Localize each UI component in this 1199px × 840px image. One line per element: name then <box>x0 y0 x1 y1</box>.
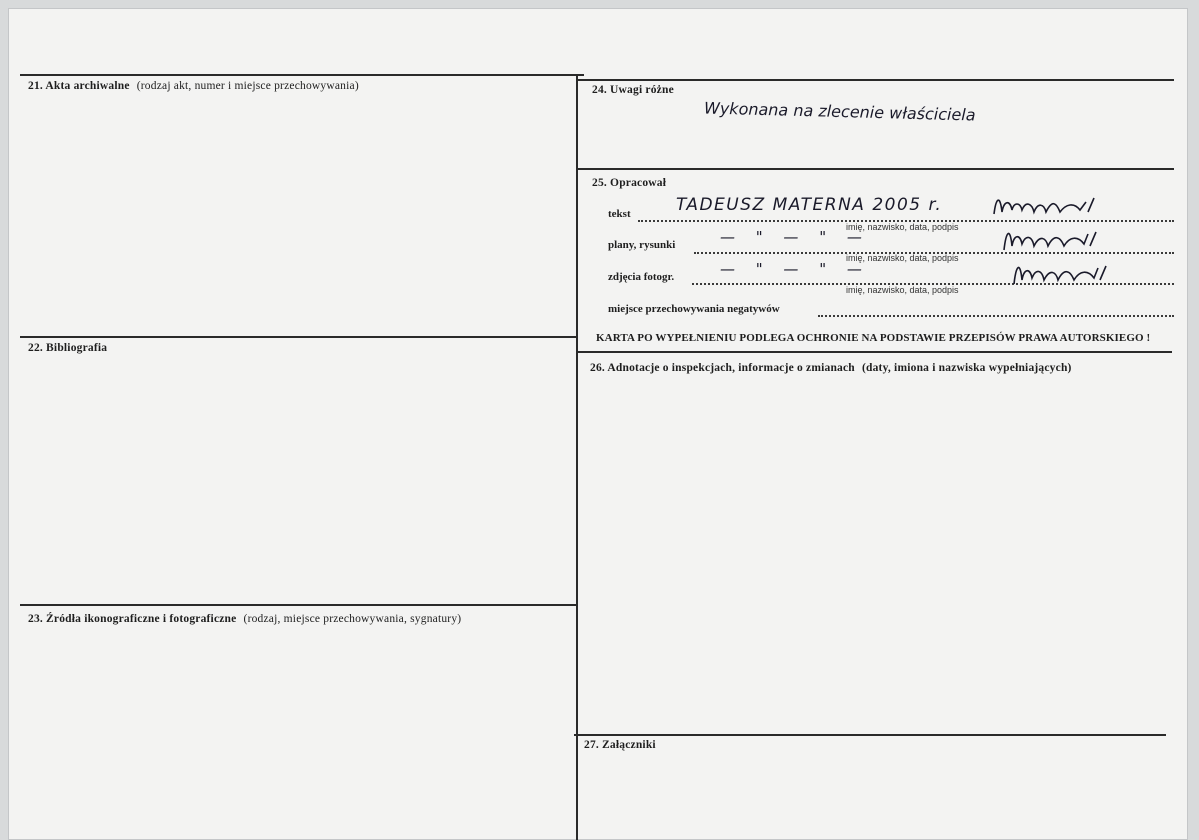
field-plany-caption: imię, nazwisko, data, podpis <box>846 253 959 263</box>
section-25-label: 25. Opracował <box>592 177 667 189</box>
top-rule-right <box>578 79 1174 81</box>
form-sheet <box>8 8 1188 840</box>
field-plany-label: plany, rysunki <box>608 239 676 251</box>
top-rule-left <box>20 74 584 76</box>
section-26-hint: (daty, imiona i nazwiska wypełniających) <box>861 362 1072 374</box>
field-negatywy-label: miejsce przechowywania negatywów <box>608 303 780 315</box>
field-zdjecia-label: zdjęcia fotogr. <box>608 271 675 283</box>
section-23-hint: (rodzaj, miejsce przechowywania, sygnatury) <box>243 613 462 625</box>
field-zdjecia-handwritten: — " — " — <box>720 260 870 278</box>
section-23-title: 23. Źródła ikonograficzne i fotograficzne <box>28 613 237 625</box>
field-tekst-handwritten: TADEUSZ MATERNA 2005 r. <box>676 195 943 215</box>
rule-21-22 <box>20 336 578 338</box>
section-24-label: 24. Uwagi różne <box>592 84 674 96</box>
field-tekst-label: tekst <box>608 208 631 220</box>
rule-24-25 <box>578 168 1174 170</box>
signature-zdjecia <box>1010 258 1110 288</box>
center-divider <box>576 74 578 840</box>
copyright-notice: KARTA PO WYPEŁNIENIU PODLEGA OCHRONIE NA PODSTAWIE PRZEPISÓW PRAWA AUTORSKIEGO ! <box>596 332 1151 344</box>
section-26-label <box>590 362 1072 374</box>
field-zdjecia-caption: imię, nazwisko, data, podpis <box>846 285 959 295</box>
rule-22-23 <box>20 604 576 606</box>
section-21-title: 21. Akta archiwalne <box>28 80 130 92</box>
rule-25-26 <box>578 351 1172 353</box>
signature-plany <box>1000 224 1100 254</box>
field-tekst-caption: imię, nazwisko, data, podpis <box>846 222 959 232</box>
section-26-title: 26. Adnotacje o inspekcjach, informacje o zmianach <box>590 362 855 374</box>
field-negatywy-line <box>818 315 1174 317</box>
rule-26-27 <box>574 734 1166 736</box>
signature-tekst <box>990 192 1100 220</box>
section-21-label <box>28 80 359 92</box>
section-27-label: 27. Załączniki <box>584 739 656 751</box>
section-22-label: 22. Bibliografia <box>28 342 108 354</box>
field-plany-handwritten: — " — " — <box>720 228 870 246</box>
section-24-handwritten-note: Wykonana na zlecenie właściciela <box>703 98 976 125</box>
section-21-hint: (rodzaj akt, numer i miejsce przechowywania) <box>136 80 359 92</box>
section-23-label <box>28 613 461 625</box>
